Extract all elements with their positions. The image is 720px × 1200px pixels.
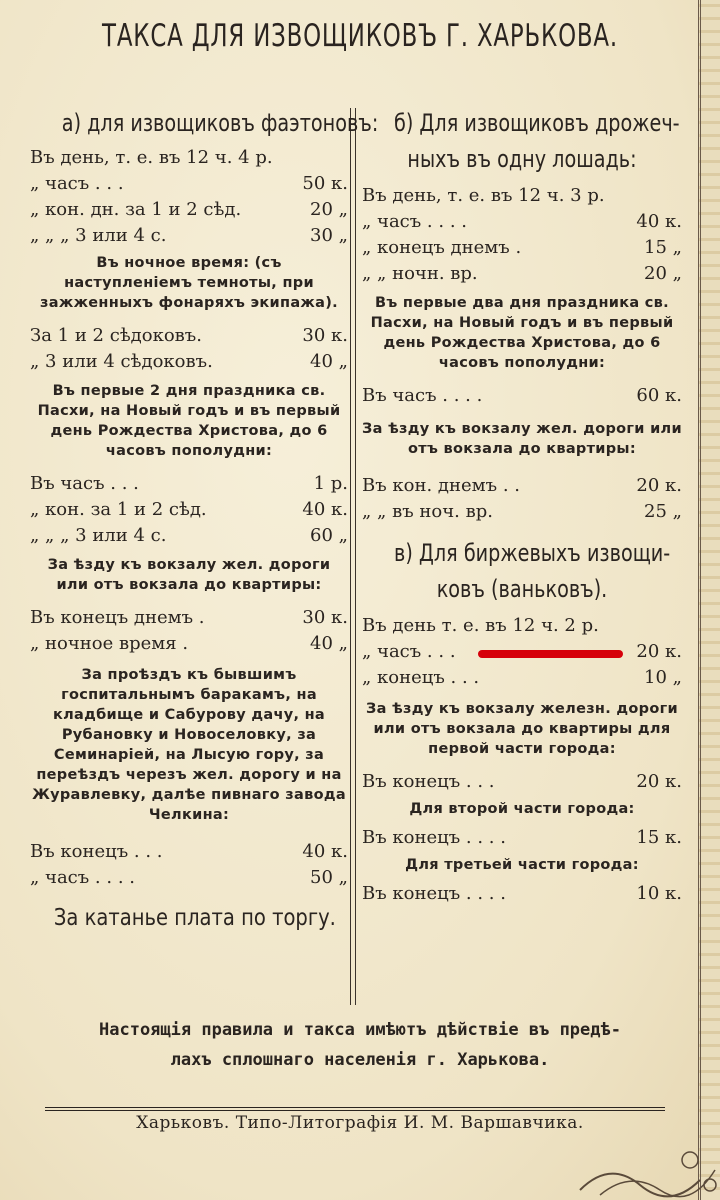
red-underline-mark (478, 650, 623, 658)
hospital-note: За проѣздъ къ бывшимъ госпитальнымъ баракамъ, на кладбище и Сабурову дачу, на Рубановку и Новоселовку, за Семинаріей, на Лысую гору, за переѣздъ черезъ жел. дорогу и на Журавлевку, далѣе пивнаго завода Челкина: (32, 667, 346, 823)
part2-note: Для второй части города: (409, 801, 635, 817)
bargain-footer: За катанье плата по торгу. (53, 905, 336, 931)
fare-row: „ конецъ . . . 10 „ (362, 667, 682, 688)
fare-row: „ ночное время . 40 „ (30, 633, 348, 654)
section-c-header-line1: в) Для биржевыхъ извощи- (394, 539, 671, 567)
fare-row: Въ конецъ . . . . 15 к. (362, 827, 682, 848)
night-note: Въ ночное время: (съ наступленіемъ темноты, при зажженныхъ фонаряхъ экипажа). (40, 255, 338, 311)
right-column (362, 105, 682, 907)
fare-row: „ 3 или 4 сѣдоковъ. 40 „ (30, 351, 348, 372)
section-c-header-line2: ковъ (ваньковъ). (436, 575, 608, 603)
decorative-border (698, 0, 720, 1200)
station-note: За ѣзду къ вокзалу жел. дороги или отъ вокзала до квартиры: (362, 421, 682, 457)
day-line: Въ день т. е. въ 12 ч. 2 р. (362, 615, 599, 636)
rules-line: Настоящія правила и такса имѣютъ дѣйствіе въ предѣ- (99, 1020, 621, 1040)
fare-row: За 1 и 2 сѣдоковъ. 30 к. (30, 325, 348, 346)
holiday-note: Въ первые два дня праздника св. Пасхи, на Новый годъ и въ первый день Рождества Христова, до 6 часовъ пополудни: (370, 295, 674, 371)
document-title: ТАКСА ДЛЯ ИЗВОЩИКОВЪ Г. ХАРЬКОВА. (102, 18, 618, 54)
fare-row: „ конецъ днемъ . 15 „ (362, 237, 682, 258)
fare-row: „ часъ . . . . 50 „ (30, 867, 348, 888)
day-line: Въ день, т. е. въ 12 ч. 4 р. (30, 147, 273, 168)
fare-row: Въ конецъ . . . 40 к. (30, 841, 348, 862)
left-column (30, 105, 379, 931)
rules-footer (30, 1015, 690, 1075)
section-b-header-line1: б) Для извощиковъ дрожеч- (394, 109, 680, 137)
fare-row: Въ часъ . . . . 60 к. (362, 385, 682, 406)
horizontal-rule (45, 1107, 665, 1111)
fare-row: „ часъ . . . 50 к. (30, 173, 348, 194)
fare-row: Въ конецъ . . . . 10 к. (362, 883, 682, 904)
fare-row: Въ конецъ днемъ . 30 к. (30, 607, 348, 628)
fare-row: „ „ „ 3 или 4 с. 30 „ (30, 225, 348, 246)
fare-row: Въ часъ . . . 1 р. (30, 473, 348, 494)
fare-row: Въ конецъ . . . 20 к. (362, 771, 682, 792)
fare-row: „ кон. за 1 и 2 сѣд. 40 к. (30, 499, 348, 520)
fare-row: „ часъ . . . . 40 к. (362, 211, 682, 232)
corner-ornament (570, 1140, 720, 1200)
section-a-header: а) для извощиковъ фаэтоновъ: (61, 109, 379, 137)
holiday-note: Въ первые 2 дня праздника св. Пасхи, на Новый годъ и въ первый день Рождества Христова, до 6 часовъ пополудни: (37, 383, 341, 459)
fare-row: „ „ въ ноч. вр. 25 „ (362, 501, 682, 522)
rules-line: лахъ сплошнаго населенія г. Харькова. (170, 1050, 550, 1070)
section-b-header-line2: ныхъ въ одну лошадь: (407, 145, 637, 173)
day-line: Въ день, т. е. въ 12 ч. 3 р. (362, 185, 605, 206)
fare-row: Въ кон. днемъ . . 20 к. (362, 475, 682, 496)
column-divider (350, 108, 356, 1005)
station-note: За ѣзду къ вокзалу железн. дороги или отъ вокзала до квартиры для первой части города: (366, 701, 678, 757)
fare-row: „ часъ . . . 20 к. (362, 641, 682, 662)
fare-row: „ „ „ 3 или 4 с. 60 „ (30, 525, 348, 546)
fare-row: „ „ ночн. вр. 20 „ (362, 263, 682, 284)
fare-row: „ кон. дн. за 1 и 2 сѣд. 20 „ (30, 199, 348, 220)
station-note: За ѣзду къ вокзалу жел. дороги или отъ вокзала до квартиры: (47, 557, 331, 593)
part3-note: Для третьей части города: (405, 857, 639, 873)
printer-imprint: Харьковъ. Типо-Литографія И. М. Варшавчика. (136, 1113, 584, 1133)
